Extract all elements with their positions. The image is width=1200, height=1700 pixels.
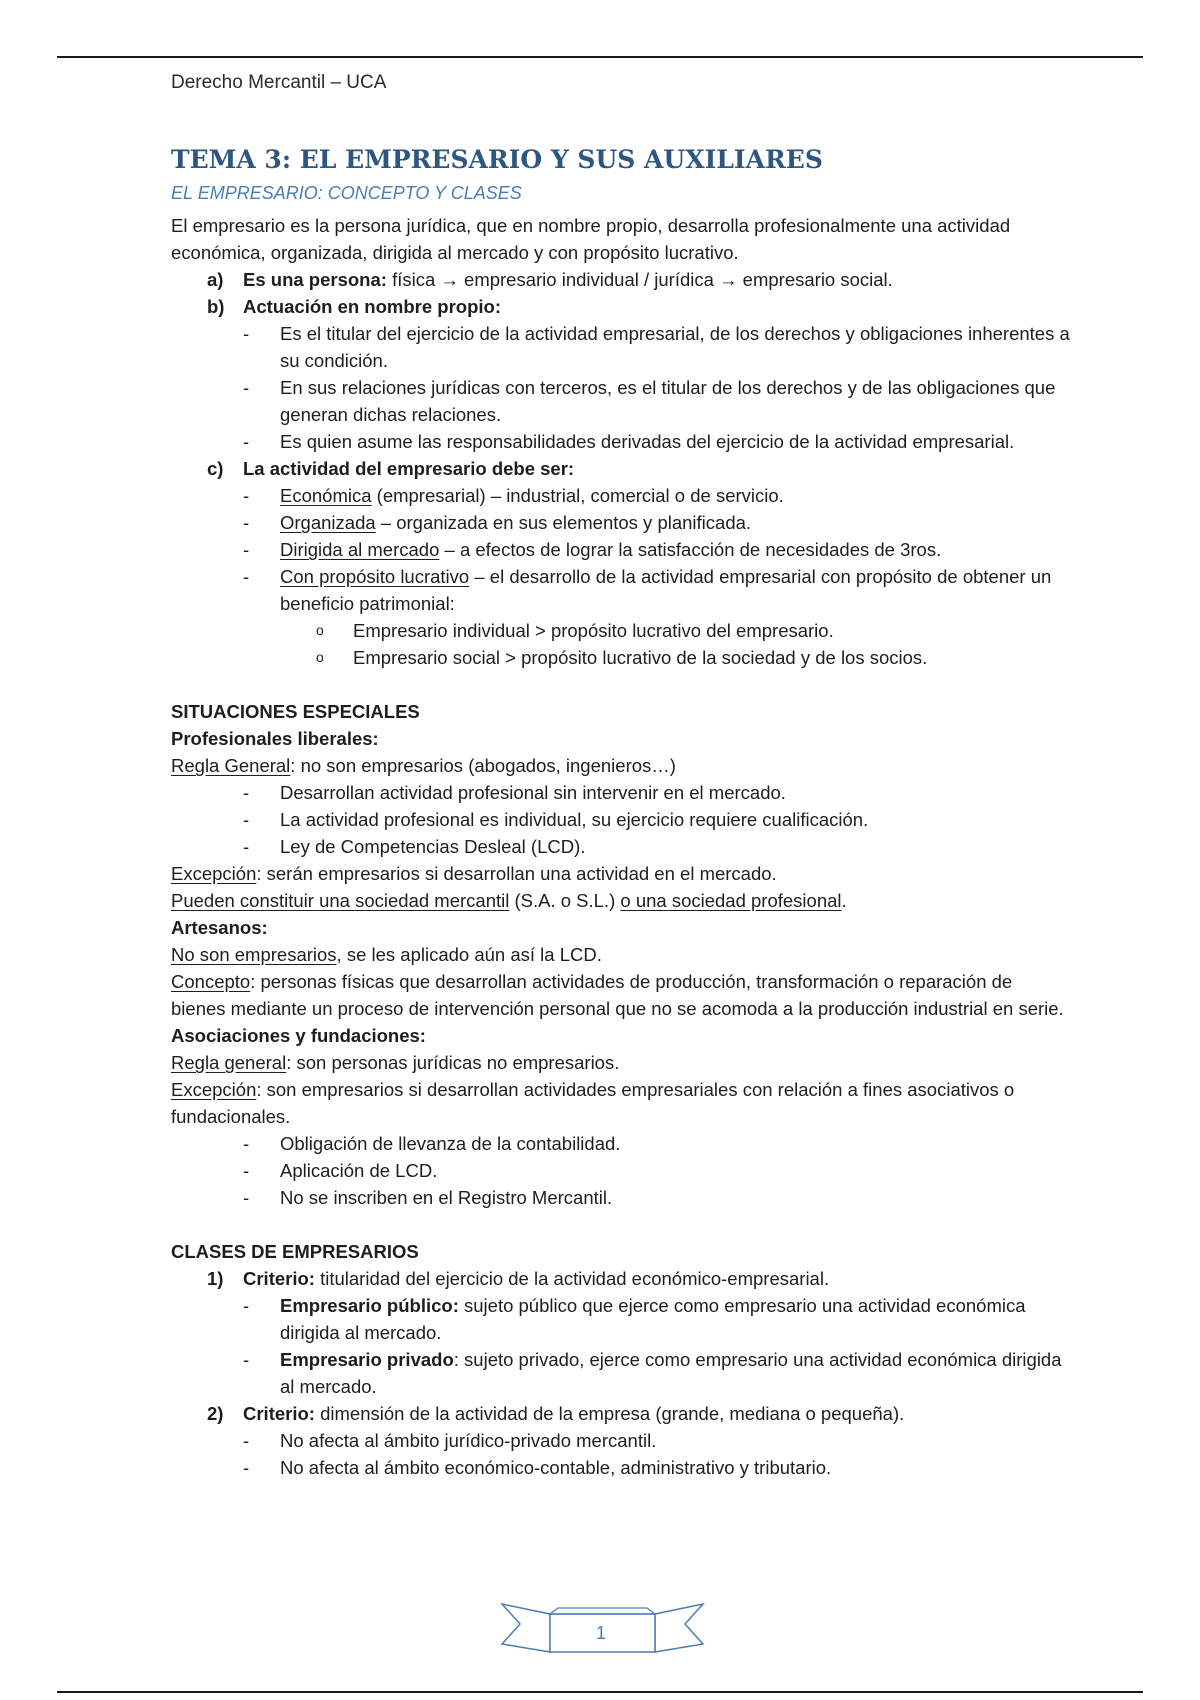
list-item-1: 1) Criterio: titularidad del ejercicio de la actividad económico-empresarial.	[207, 1268, 830, 1289]
list-item: - Con propósito lucrativo – el desarrollo de la actividad empresarial con propósito de obtener un beneficio patrimonial:	[243, 566, 1052, 614]
pueden-constituir: Pueden constituir una sociedad mercantil (S.A. o S.L.) o una sociedad profesional.	[171, 890, 847, 911]
list-item: - No afecta al ámbito económico-contable, administrativo y tributario.	[243, 1457, 832, 1478]
list-item-2: 2) Criterio: dimensión de la actividad de la empresa (grande, mediana o pequeña).	[207, 1403, 905, 1424]
list-item: - Desarrollan actividad profesional sin intervenir en el mercado.	[243, 782, 786, 803]
subheading-asociaciones: Asociaciones y fundaciones:	[171, 1025, 426, 1046]
subheading-artesanos: Artesanos:	[171, 917, 268, 938]
list-item: - Es el titular del ejercicio de la actividad empresarial, de los derechos y obligaciones inherentes a su condición.	[243, 323, 1070, 371]
list-item: - Dirigida al mercado – a efectos de lograr la satisfacción de necesidades de 3ros.	[243, 539, 942, 560]
subheading-liberales: Profesionales liberales:	[171, 728, 379, 749]
list-item: - Es quien asume las responsabilidades derivadas del ejercicio de la actividad empresarial.	[243, 431, 1015, 452]
page-content	[171, 142, 1071, 1481]
excepcion-liberales: Excepción: serán empresarios si desarrollan una actividad en el mercado.	[171, 863, 777, 884]
list-item-a: a) Es una persona: física → empresario individual / jurídica → empresario social.	[207, 269, 893, 290]
bottom-rule	[57, 1691, 1143, 1693]
list-item: - No se inscriben en el Registro Mercantil.	[243, 1187, 613, 1208]
running-header: Derecho Mercantil – UCA	[171, 72, 387, 93]
list-item: - En sus relaciones jurídicas con terceros, es el titular de los derechos y de las obligaciones que generan dichas relaciones.	[243, 377, 1056, 425]
list-item: - Aplicación de LCD.	[243, 1160, 438, 1181]
top-rule	[57, 56, 1143, 58]
regla-general: Regla General: no son empresarios (abogados, ingenieros…)	[171, 755, 676, 776]
list-item: - La actividad profesional es individual, su ejercicio requiere cualificación.	[243, 809, 869, 830]
sub-list-item: o Empresario social > propósito lucrativo de la sociedad y de los socios.	[316, 647, 928, 668]
section-heading-clases: CLASES DE EMPRESARIOS	[171, 1241, 419, 1262]
section-heading-especiales: SITUACIONES ESPECIALES	[171, 701, 420, 722]
list-item: - Económica (empresarial) – industrial, comercial o de servicio.	[243, 485, 784, 506]
list-item-b: b) Actuación en nombre propio:	[207, 296, 501, 317]
section-subtitle: EL EMPRESARIO: CONCEPTO Y CLASES	[171, 183, 522, 203]
artesanos-regla: No son empresarios, se les aplicado aún así la LCD.	[171, 944, 602, 965]
artesanos-concepto: Concepto: personas físicas que desarrollan actividades de producción, transformación o reparación de bienes mediante un proceso de intervención personal que no se acomoda a la producción industrial en serie.	[171, 971, 1064, 1019]
page-number: 1	[595, 1623, 606, 1643]
list-item: - Empresario privado: sujeto privado, ejerce como empresario una actividad económica dirigida al mercado.	[243, 1349, 1062, 1397]
intro-paragraph: El empresario es la persona jurídica, que en nombre propio, desarrolla profesionalmente una actividad económica, organizada, dirigida al mercado y con propósito lucrativo.	[171, 215, 1011, 263]
sub-list-item: o Empresario individual > propósito lucrativo del empresario.	[316, 620, 834, 641]
list-item: - Obligación de llevanza de la contabilidad.	[243, 1133, 621, 1154]
page-title: TEMA 3: EL EMPRESARIO Y SUS AUXILIARES	[171, 145, 823, 174]
list-item-c: c) La actividad del empresario debe ser:	[207, 458, 575, 479]
page-number-banner	[500, 1600, 705, 1660]
list-item: - Ley de Competencias Desleal (LCD).	[243, 836, 586, 857]
asociaciones-excepcion: Excepción: son empresarios si desarrollan actividades empresariales con relación a fines asociativos o fundacionales.	[171, 1079, 1015, 1127]
asociaciones-regla: Regla general: son personas jurídicas no empresarios.	[171, 1052, 620, 1073]
list-item: - Empresario público: sujeto público que ejerce como empresario una actividad económica dirigida al mercado.	[243, 1295, 1026, 1343]
list-item: - Organizada – organizada en sus elementos y planificada.	[243, 512, 752, 533]
list-item: - No afecta al ámbito jurídico-privado mercantil.	[243, 1430, 657, 1451]
